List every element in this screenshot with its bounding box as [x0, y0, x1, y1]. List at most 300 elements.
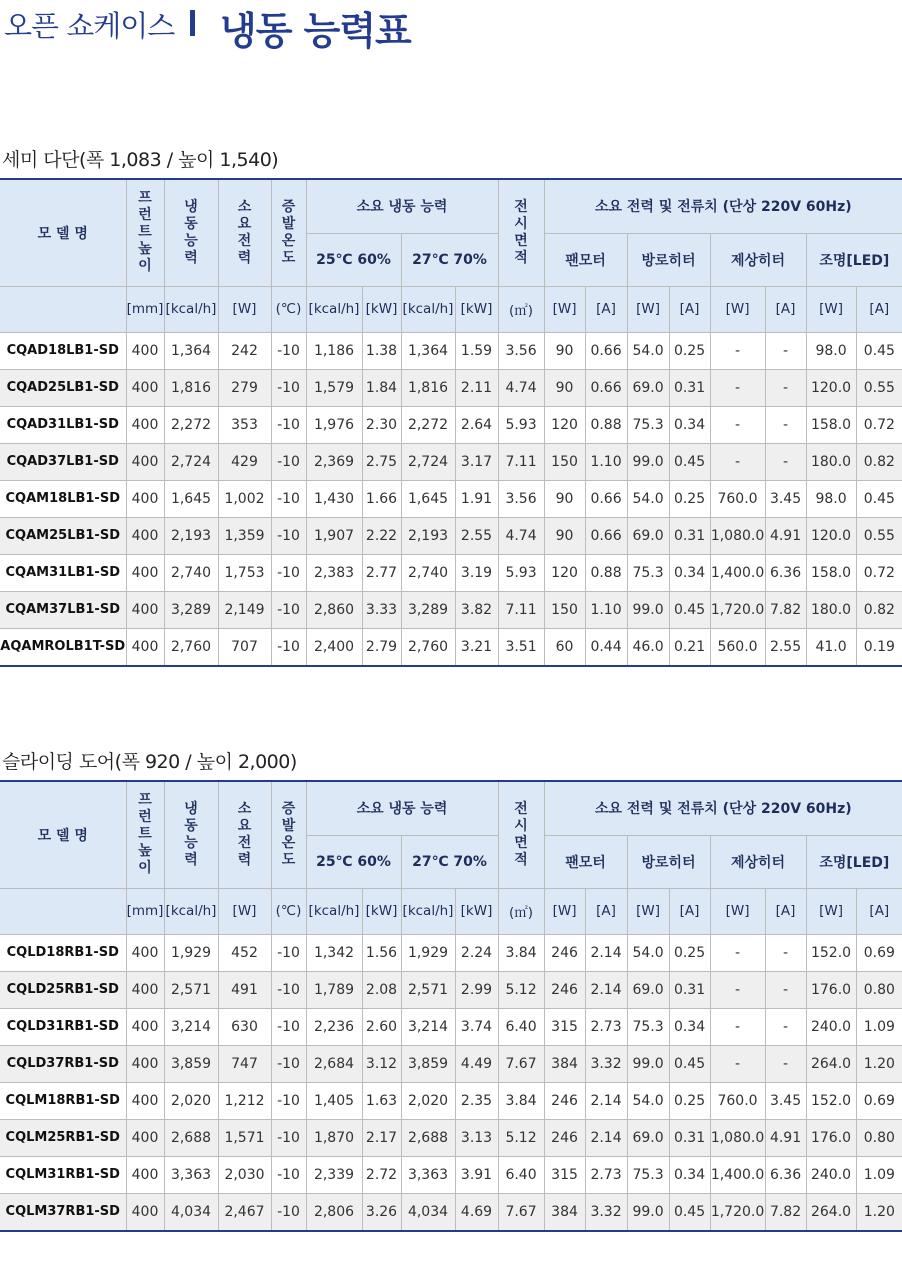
table-cell: 7.67 — [498, 1193, 544, 1231]
table-row — [0, 971, 902, 1008]
table-cell: 6.40 — [498, 1156, 544, 1193]
table-cell: 0.31 — [669, 971, 710, 1008]
table-cell: 400 — [126, 1008, 164, 1045]
table-cell: 176.0 — [806, 1119, 856, 1156]
table-cell: 0.69 — [856, 1082, 902, 1119]
table-cell: 400 — [126, 591, 164, 628]
table-cell: 0.34 — [669, 1156, 710, 1193]
table-cell: 3.45 — [765, 480, 806, 517]
table-cell: 2,760 — [164, 628, 218, 666]
table-cell: 1,002 — [218, 480, 271, 517]
header-lighting: 조명[LED] — [806, 835, 902, 888]
unit-cell: [kW] — [362, 888, 401, 934]
unit-row — [0, 286, 902, 332]
table-cell: 1,753 — [218, 554, 271, 591]
table-cell: 2.17 — [362, 1119, 401, 1156]
model-name-cell: CQLD31RB1-SD — [0, 1008, 126, 1045]
table-cell: 1.20 — [856, 1045, 902, 1082]
table-cell: 760.0 — [710, 1082, 765, 1119]
table-cell: 2.75 — [362, 443, 401, 480]
table-cell: 2.64 — [455, 406, 498, 443]
table-cell: 2.11 — [455, 369, 498, 406]
header-fan-motor: 팬모터 — [544, 233, 627, 286]
table-cell: 264.0 — [806, 1045, 856, 1082]
table-row — [0, 1193, 902, 1231]
unit-cell: [A] — [585, 286, 627, 332]
table-cell: 2.24 — [455, 934, 498, 971]
table-cell: 1,976 — [306, 406, 362, 443]
model-name-cell: CQAD31LB1-SD — [0, 406, 126, 443]
table-cell: - — [765, 1008, 806, 1045]
table-body — [0, 332, 902, 666]
page-title: 냉동 능력표 — [220, 9, 411, 53]
capacity-table-semi-multideck — [0, 178, 902, 667]
table-cell: 2.55 — [455, 517, 498, 554]
table-cell: 69.0 — [627, 369, 669, 406]
table-cell: 2.72 — [362, 1156, 401, 1193]
header-row — [0, 179, 902, 233]
table-cell: 0.31 — [669, 1119, 710, 1156]
table-cell: 176.0 — [806, 971, 856, 1008]
header-refrigeration-capacity-text: 냉동능력 — [184, 800, 198, 868]
table-cell: 1,645 — [401, 480, 455, 517]
table-cell: 3.91 — [455, 1156, 498, 1193]
table-cell: 2,236 — [306, 1008, 362, 1045]
table-cell: 2.77 — [362, 554, 401, 591]
model-name-cell: CQAD37LB1-SD — [0, 443, 126, 480]
table-cell: -10 — [271, 332, 306, 369]
table-cell: 0.45 — [856, 480, 902, 517]
table-cell: 0.45 — [669, 591, 710, 628]
model-name-cell: AQAMROLB1T-SD — [0, 628, 126, 666]
table-cell: 1.66 — [362, 480, 401, 517]
unit-cell-empty — [0, 286, 126, 332]
table-cell: 0.88 — [585, 554, 627, 591]
table-cell: 3,289 — [164, 591, 218, 628]
table-cell: 1.09 — [856, 1008, 902, 1045]
table-cell: 630 — [218, 1008, 271, 1045]
table-cell: 0.25 — [669, 332, 710, 369]
table-cell: 0.34 — [669, 406, 710, 443]
table-cell: -10 — [271, 517, 306, 554]
table-cell: 353 — [218, 406, 271, 443]
table-cell: 246 — [544, 934, 585, 971]
table-cell: 2.14 — [585, 971, 627, 1008]
table-row — [0, 1045, 902, 1082]
table-cell: 1.59 — [455, 332, 498, 369]
table-cell: -10 — [271, 1156, 306, 1193]
table-cell: 3.45 — [765, 1082, 806, 1119]
table-row — [0, 554, 902, 591]
table-cell: 264.0 — [806, 1193, 856, 1231]
table-cell: 0.45 — [669, 1193, 710, 1231]
table-cell: 3.56 — [498, 332, 544, 369]
table-cell: 6.40 — [498, 1008, 544, 1045]
table-cell: 3.19 — [455, 554, 498, 591]
table-cell: - — [710, 1008, 765, 1045]
table-cell: 0.66 — [585, 517, 627, 554]
table-cell: 5.12 — [498, 1119, 544, 1156]
table-cell: 2,760 — [401, 628, 455, 666]
model-name-cell: CQLM18RB1-SD — [0, 1082, 126, 1119]
model-name-cell: CQAM25LB1-SD — [0, 517, 126, 554]
page-category: 오픈 쇼케이스 — [4, 9, 175, 43]
unit-cell: [kcal/h] — [164, 888, 218, 934]
header-display-area-text: 전시면적 — [514, 800, 528, 868]
table-cell: - — [710, 1045, 765, 1082]
table-cell: 0.80 — [856, 1119, 902, 1156]
table-cell: 400 — [126, 1119, 164, 1156]
table-cell: 2,030 — [218, 1156, 271, 1193]
table-cell: 1.56 — [362, 934, 401, 971]
table-cell: 0.25 — [669, 480, 710, 517]
unit-cell: [kW] — [455, 286, 498, 332]
table-cell: 0.82 — [856, 443, 902, 480]
header-row — [0, 781, 902, 835]
table-cell: 4.91 — [765, 517, 806, 554]
header-front-height — [126, 179, 164, 286]
table-cell: 2.30 — [362, 406, 401, 443]
table-cell: 150 — [544, 443, 585, 480]
table-cell: 158.0 — [806, 554, 856, 591]
unit-cell: (℃) — [271, 888, 306, 934]
header-power-consumption-text: 소요전력 — [237, 800, 252, 868]
table-cell: 69.0 — [627, 517, 669, 554]
table-cell: 760.0 — [710, 480, 765, 517]
table-cell: -10 — [271, 443, 306, 480]
table-cell: 152.0 — [806, 1082, 856, 1119]
table-cell: 1,186 — [306, 332, 362, 369]
header-evaporation-temp-text: 증발온도 — [281, 800, 296, 868]
table-cell: 5.93 — [498, 554, 544, 591]
table-cell: 90 — [544, 332, 585, 369]
table-cell: - — [765, 1045, 806, 1082]
header-condition-25c: 25℃ 60% — [306, 835, 401, 888]
table-cell: 3.84 — [498, 934, 544, 971]
unit-cell: [W] — [627, 888, 669, 934]
unit-row — [0, 888, 902, 934]
table-cell: 2,688 — [401, 1119, 455, 1156]
header-display-area — [498, 179, 544, 286]
table-cell: 120 — [544, 406, 585, 443]
table-cell: 90 — [544, 517, 585, 554]
table-row — [0, 591, 902, 628]
table-cell: 400 — [126, 1045, 164, 1082]
header-defrost-heater: 제상히터 — [710, 835, 806, 888]
table-cell: 1.10 — [585, 443, 627, 480]
table-row — [0, 443, 902, 480]
table-cell: 400 — [126, 971, 164, 1008]
table-cell: 0.25 — [669, 934, 710, 971]
header-front-height-text: 프런트높이 — [138, 792, 152, 877]
table-cell: 1,364 — [401, 332, 455, 369]
table-cell: 4.69 — [455, 1193, 498, 1231]
table-cell: -10 — [271, 480, 306, 517]
table-cell: 384 — [544, 1045, 585, 1082]
table-cell: 4,034 — [401, 1193, 455, 1231]
table-cell: 1.91 — [455, 480, 498, 517]
section-title-semi-multideck: 세미 다단(폭 1,083 / 높이 1,540) — [2, 149, 279, 171]
table-cell: 1,579 — [306, 369, 362, 406]
table-cell: 2.14 — [585, 934, 627, 971]
unit-cell: [mm] — [126, 888, 164, 934]
table-cell: 152.0 — [806, 934, 856, 971]
table-row — [0, 934, 902, 971]
table-cell: 75.3 — [627, 1156, 669, 1193]
table-cell: 0.45 — [669, 443, 710, 480]
header-anti-dew-heater: 방로히터 — [627, 835, 710, 888]
table-cell: 2,467 — [218, 1193, 271, 1231]
table-cell: 2,383 — [306, 554, 362, 591]
table-cell: 0.31 — [669, 517, 710, 554]
model-name-cell: CQLD18RB1-SD — [0, 934, 126, 971]
header-condition-25c: 25℃ 60% — [306, 233, 401, 286]
table-cell: -10 — [271, 971, 306, 1008]
table-cell: 2.99 — [455, 971, 498, 1008]
unit-cell: [W] — [627, 286, 669, 332]
table-cell: 1,720.0 — [710, 1193, 765, 1231]
table-cell: 3.21 — [455, 628, 498, 666]
table-body — [0, 934, 902, 1231]
table-cell: 75.3 — [627, 1008, 669, 1045]
table-cell: 2,806 — [306, 1193, 362, 1231]
table-cell: 1,405 — [306, 1082, 362, 1119]
table-cell: 2,193 — [401, 517, 455, 554]
table-cell: 242 — [218, 332, 271, 369]
table-cell: 1,789 — [306, 971, 362, 1008]
header-front-height-text: 프런트높이 — [138, 190, 152, 275]
table-cell: 2.60 — [362, 1008, 401, 1045]
header-refrigeration-capacity — [164, 179, 218, 286]
table-cell: 4.91 — [765, 1119, 806, 1156]
unit-cell: [A] — [669, 888, 710, 934]
table-cell: - — [710, 934, 765, 971]
table-cell: 1,080.0 — [710, 517, 765, 554]
table-cell: - — [710, 443, 765, 480]
table-cell: 2,400 — [306, 628, 362, 666]
table-cell: 3.17 — [455, 443, 498, 480]
table-cell: 6.36 — [765, 554, 806, 591]
unit-cell: (㎡) — [498, 888, 544, 934]
table-cell: -10 — [271, 369, 306, 406]
table-cell: 0.88 — [585, 406, 627, 443]
table-cell: 2,724 — [164, 443, 218, 480]
table-row — [0, 1082, 902, 1119]
unit-cell: [W] — [710, 286, 765, 332]
table-cell: 400 — [126, 1082, 164, 1119]
unit-cell: [A] — [856, 888, 902, 934]
table-cell: 246 — [544, 1119, 585, 1156]
table-cell: 3.56 — [498, 480, 544, 517]
table-cell: 7.82 — [765, 591, 806, 628]
table-cell: 4,034 — [164, 1193, 218, 1231]
unit-cell: [kW] — [362, 286, 401, 332]
table-cell: 1,364 — [164, 332, 218, 369]
table-cell: -10 — [271, 1045, 306, 1082]
table-cell: 400 — [126, 480, 164, 517]
table-cell: 491 — [218, 971, 271, 1008]
table-cell: 0.31 — [669, 369, 710, 406]
unit-cell: [kcal/h] — [306, 888, 362, 934]
header-power-consumption — [218, 781, 271, 888]
table-cell: 400 — [126, 406, 164, 443]
table-cell: - — [765, 934, 806, 971]
table-cell: 315 — [544, 1156, 585, 1193]
header-front-height — [126, 781, 164, 888]
table-cell: 99.0 — [627, 1045, 669, 1082]
table-cell: 246 — [544, 1082, 585, 1119]
unit-cell: [kW] — [455, 888, 498, 934]
table-cell: 0.34 — [669, 554, 710, 591]
table-cell: - — [710, 369, 765, 406]
table-cell: 99.0 — [627, 1193, 669, 1231]
table-cell: 1,816 — [401, 369, 455, 406]
table-cell: 3.13 — [455, 1119, 498, 1156]
table-cell: 1,359 — [218, 517, 271, 554]
unit-cell: [W] — [806, 286, 856, 332]
model-name-cell: CQAD18LB1-SD — [0, 332, 126, 369]
table-row — [0, 369, 902, 406]
table-cell: 400 — [126, 517, 164, 554]
model-name-cell: CQAM18LB1-SD — [0, 480, 126, 517]
unit-cell: [A] — [669, 286, 710, 332]
table-cell: 2,272 — [401, 406, 455, 443]
table-row — [0, 1119, 902, 1156]
table-cell: 2,149 — [218, 591, 271, 628]
table-cell: 4.49 — [455, 1045, 498, 1082]
table-cell: 54.0 — [627, 1082, 669, 1119]
table-cell: 1.09 — [856, 1156, 902, 1193]
table-cell: 0.21 — [669, 628, 710, 666]
table-cell: 1.63 — [362, 1082, 401, 1119]
table-cell: 560.0 — [710, 628, 765, 666]
table-cell: -10 — [271, 591, 306, 628]
table-cell: 0.55 — [856, 517, 902, 554]
header-evaporation-temp — [271, 179, 306, 286]
table-cell: 2,860 — [306, 591, 362, 628]
table-cell: -10 — [271, 1082, 306, 1119]
table-cell: 180.0 — [806, 443, 856, 480]
header-lighting: 조명[LED] — [806, 233, 902, 286]
table-cell: 452 — [218, 934, 271, 971]
model-name-cell: CQLM31RB1-SD — [0, 1156, 126, 1193]
table-cell: 3.26 — [362, 1193, 401, 1231]
table-row — [0, 628, 902, 666]
table-cell: 400 — [126, 554, 164, 591]
table-cell: 2.55 — [765, 628, 806, 666]
table-cell: 400 — [126, 1156, 164, 1193]
table-cell: 3,289 — [401, 591, 455, 628]
table-cell: 2,724 — [401, 443, 455, 480]
unit-cell: [A] — [856, 286, 902, 332]
section-title-sliding-door: 슬라이딩 도어(폭 920 / 높이 2,000) — [2, 751, 297, 773]
table-cell: 2,339 — [306, 1156, 362, 1193]
table-cell: 75.3 — [627, 554, 669, 591]
table-cell: 279 — [218, 369, 271, 406]
unit-cell-empty — [0, 888, 126, 934]
table-cell: 315 — [544, 1008, 585, 1045]
table-cell: 2,684 — [306, 1045, 362, 1082]
unit-cell: (㎡) — [498, 286, 544, 332]
table-cell: 707 — [218, 628, 271, 666]
table-header — [0, 781, 902, 934]
table-cell: 6.36 — [765, 1156, 806, 1193]
table-cell: 3.32 — [585, 1193, 627, 1231]
table-cell: - — [765, 406, 806, 443]
table-cell: 46.0 — [627, 628, 669, 666]
unit-cell: [mm] — [126, 286, 164, 332]
table-cell: 1.84 — [362, 369, 401, 406]
table-cell: 2,020 — [401, 1082, 455, 1119]
table-row — [0, 332, 902, 369]
table-cell: 0.45 — [856, 332, 902, 369]
table-cell: 0.66 — [585, 480, 627, 517]
table-cell: 98.0 — [806, 332, 856, 369]
header-power-consumption-text: 소요전력 — [237, 198, 252, 266]
table-cell: 2.08 — [362, 971, 401, 1008]
table-cell: 3,214 — [401, 1008, 455, 1045]
header-display-area-text: 전시면적 — [514, 198, 528, 266]
table-cell: 150 — [544, 591, 585, 628]
table-cell: 41.0 — [806, 628, 856, 666]
header-anti-dew-heater: 방로히터 — [627, 233, 710, 286]
header-required-capacity: 소요 냉동 능력 — [306, 781, 498, 835]
table-cell: 7.11 — [498, 591, 544, 628]
table-cell: 54.0 — [627, 480, 669, 517]
table-cell: 1,400.0 — [710, 554, 765, 591]
table-cell: 7.11 — [498, 443, 544, 480]
header-model: 모 델 명 — [0, 781, 126, 888]
table-cell: 429 — [218, 443, 271, 480]
table-cell: 1,342 — [306, 934, 362, 971]
header-power-current: 소요 전력 및 전류치 (단상 220V 60Hz) — [544, 781, 902, 835]
table-cell: 1,430 — [306, 480, 362, 517]
table-cell: 54.0 — [627, 934, 669, 971]
model-name-cell: CQLM37RB1-SD — [0, 1193, 126, 1231]
table-cell: 0.69 — [856, 934, 902, 971]
table-row — [0, 1156, 902, 1193]
table-cell: 4.74 — [498, 369, 544, 406]
table-cell: 3.82 — [455, 591, 498, 628]
table-cell: 3.33 — [362, 591, 401, 628]
table-cell: 3.12 — [362, 1045, 401, 1082]
unit-cell: [W] — [544, 888, 585, 934]
header-fan-motor: 팬모터 — [544, 835, 627, 888]
unit-cell: [W] — [710, 888, 765, 934]
table-cell: 0.19 — [856, 628, 902, 666]
unit-cell: [A] — [765, 286, 806, 332]
header-refrigeration-capacity — [164, 781, 218, 888]
table-cell: 3.51 — [498, 628, 544, 666]
header-condition-27c: 27℃ 70% — [401, 233, 498, 286]
table-cell: 99.0 — [627, 591, 669, 628]
table-cell: 1,645 — [164, 480, 218, 517]
table-cell: 69.0 — [627, 1119, 669, 1156]
table-cell: 158.0 — [806, 406, 856, 443]
table-cell: 3.32 — [585, 1045, 627, 1082]
table-cell: 1,212 — [218, 1082, 271, 1119]
table-cell: 246 — [544, 971, 585, 1008]
table-cell: 120.0 — [806, 517, 856, 554]
table-cell: - — [710, 406, 765, 443]
table-cell: 2.22 — [362, 517, 401, 554]
header-evaporation-temp — [271, 781, 306, 888]
header-required-capacity: 소요 냉동 능력 — [306, 179, 498, 233]
unit-cell: [W] — [806, 888, 856, 934]
table-cell: -10 — [271, 406, 306, 443]
table-cell: 90 — [544, 369, 585, 406]
table-row — [0, 517, 902, 554]
